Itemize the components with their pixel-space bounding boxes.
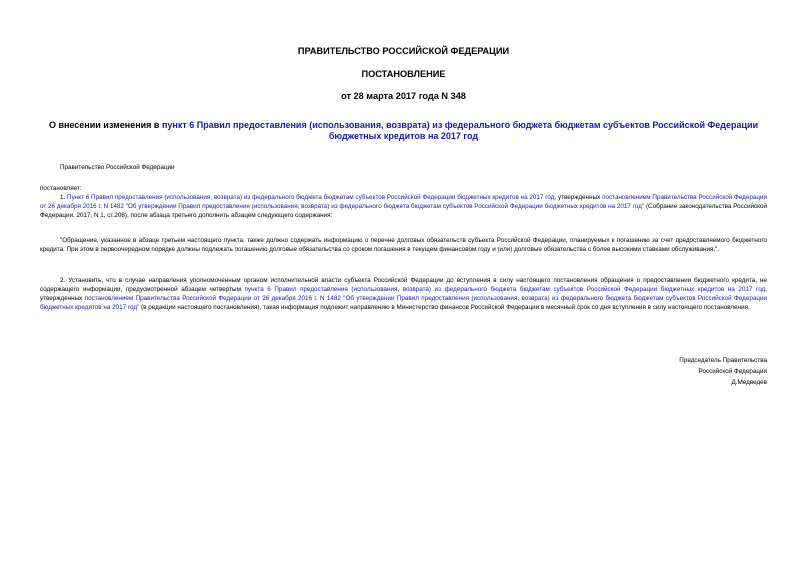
p1-link-resolution[interactable]: постановлением Правительства Российской Федерации от 26 декабря 2016 г. N 1482 "Об утверждении Правил предоставления (использования, возврата) из федерального бюджета бюджетам субъектов Российской Федерации бюджетных кредитов на 2017 год" bbox=[40, 194, 767, 210]
quote-paragraph: "Обращение, указанное в абзаце третьем настоящего пункта, также должно содержать информацию о перечне долговых обязательств субъекта Российской Федерации, планируемых к погашению за счет предоставляемого бюджетного кредита. При этом в первоочередном порядке должны подлежать погашению долговые обязательства со сроком погашения в текущем финансовом году и (или) долговые обязательства с более высокими ставками обслуживания.". bbox=[40, 237, 767, 253]
paragraph-2 bbox=[40, 276, 767, 312]
decree-text: постановляет: bbox=[40, 185, 82, 192]
issuer-text: Правительство Российской Федерации bbox=[60, 164, 175, 171]
title-link[interactable]: пункт 6 Правил предоставления (использования, возврата) из федерального бюджета бюджетам субъектов Российской Федерации бюджетных кредитов на 2017 год bbox=[161, 120, 759, 141]
p1-number: 1. bbox=[60, 194, 68, 201]
p1-text-1: , утвержденных bbox=[554, 194, 603, 201]
signature-block bbox=[679, 355, 767, 388]
date-number-heading: от 28 марта 2017 года N 348 bbox=[341, 91, 466, 101]
p2-link-rules[interactable]: пункта 6 Правил предоставления (использования, возврата) из федерального бюджета бюджетам субъектов Российской Федерации бюджетных кредитов на 2017 год bbox=[244, 286, 766, 293]
p1-text-2: (Собрание законодательства Российской Федерации, 2017, N 1, ст.208), после абзаца третьего дополнить абзацем следующего содержания: bbox=[40, 203, 768, 219]
p2-text-3: (в редакции настоящего постановления), такая информация подлежит направлению в Министерство финансов Российской Федерации в месячный срок со дня вступления в силу настоящего постановления. bbox=[139, 304, 750, 311]
signature-title-line2: Российской Федерации bbox=[698, 368, 767, 375]
government-heading: ПРАВИТЕЛЬСТВО РОССИЙСКОЙ ФЕДЕРАЦИИ bbox=[297, 46, 510, 56]
signature-title-line1: Председатель Правительства bbox=[679, 357, 767, 364]
document-type-heading: ПОСТАНОВЛЕНИЕ bbox=[361, 69, 446, 79]
p2-text-1: 2. Установить, что в случае направления уполномоченным органом исполнительной власти субъекта Российской Федерации до вступления в силу настоящего постановления обращения о предоставлении бюджетного кредита, не содержащего информации, предусмотренной абзацем четвертым bbox=[40, 277, 767, 293]
document-title bbox=[40, 120, 767, 142]
p1-link-rules[interactable]: Пункт 6 Правил предоставления (использования, возврата) из федерального бюджета бюджетам субъектов Российской Федерации бюджетных кредитов на 2017 год bbox=[67, 194, 555, 201]
title-prefix: О внесении изменения в bbox=[48, 120, 162, 130]
p2-text-2: , утвержденных bbox=[40, 286, 767, 302]
paragraph-1 bbox=[40, 193, 767, 220]
p2-link-resolution[interactable]: постановлением Правительства Российской Федерации от 26 декабря 2016 г. N 1482 "Об утверждении Правил предоставления (использования, возврата) из федерального бюджета бюджетам субъектов Российской Федерации бюджетных кредитов на 2017 год" bbox=[40, 295, 767, 311]
signature-name: Д.Медведев bbox=[731, 379, 767, 386]
